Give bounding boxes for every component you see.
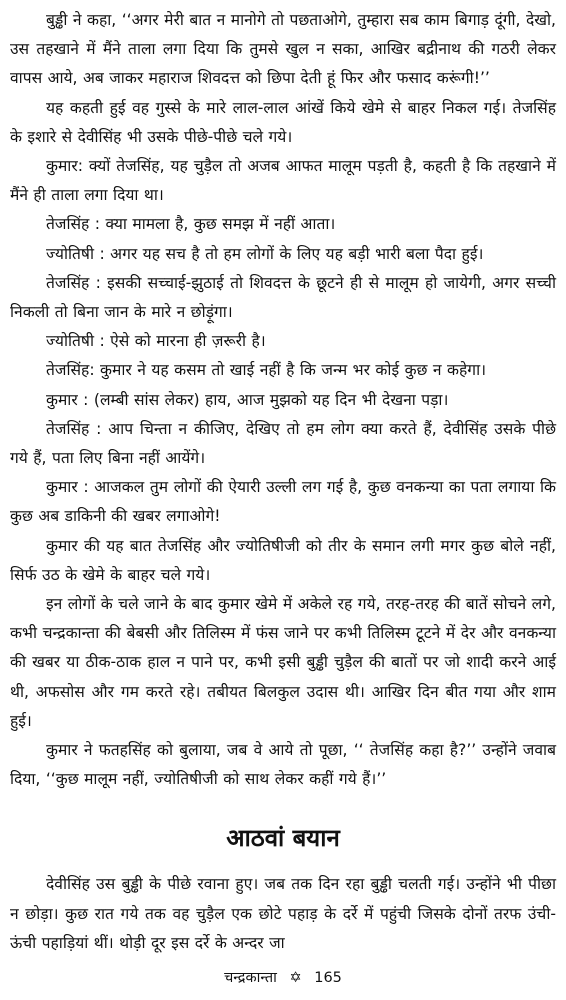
paragraph: कुमार की यह बात तेजसिंह और ज्योतिषीजी को तीर के समान लगी मगर कुछ बोले नहीं, सिर्फ उठ के खेमे के बाहर चले गये। [10,536,556,584]
paragraph: तेजसिंह: कुमार ने यह कसम तो खाई नहीं है कि जन्म भर कोई कुछ न कहेगा। [46,361,487,380]
paragraph: यह कहती हुई वह गुस्से के मारे लाल-लाल आंखें किये खेमे से बाहर निकल गई। तेजसिंह के इशारे से देवीसिंह भी उसके पीछे-पीछे चले गये। [10,98,556,146]
paragraph: कुमार : आजकल तुम लोगों की ऐयारी उल्ली लग गई है, कुछ वनकन्या का पता लगाया कि कुछ अब डाकिनी की खबर लगाओगे! [10,478,556,526]
footer-book-title: चन्द्रकान्ता [224,970,277,986]
star-of-david-icon: ✡ [289,970,302,986]
paragraph: इन लोगों के चले जाने के बाद कुमार खेमे में अकेले रह गये, तरह-तरह की बातें सोचने लगे, कभी चन्द्रकान्ता की बेबसी और तिलिस्म में फंस जाने पर कभी तिलिस्म टूटने में देर और वनकन्या की खबर या ठीक-ठाक हाल न पाने पर, कभी इसी बुड्ढी चुड़ैल की बातों पर जो शादी करने आई थी, अफसोस और गम करते रहे। तबीयत बिलकुल उदास थी। आखिर दिन बीत गया और शाम हुई। [10,595,556,730]
paragraph: तेजसिंह : क्या मामला है, कुछ समझ में नहीं आता। [46,215,336,234]
paragraph: कुमार: क्यों तेजसिंह, यह चुड़ैल तो अजब आफत मालूम पड़ती है, कहती है कि तहखाने में मैंने ही ताला लगा दिया था। [10,157,556,205]
chapter-heading: आठवां बयान [226,824,340,853]
paragraph: देवीसिंह उस बुड्ढी के पीछे रवाना हुए। जब तक दिन रहा बुड्ढी चलती गई। उन्होंने भी पीछा न छोड़ा। कुछ रात गये तक वह चुड़ैल एक छोटे पहाड़ के दर्रे में पहुंची जिसके दोनों तरफ उंची-ऊंची पहाड़ियां थीं। थोड़ी दूर इस दर्रे के अन्दर जा [10,875,556,952]
paragraph: ज्योतिषी : अगर यह सच है तो हम लोगों के लिए यह बड़ी भारी बला पैदा हुई। [46,244,484,263]
paragraph: ज्योतिषी : ऐसे को मारना ही ज़रूरी है। [46,332,266,351]
paragraph: तेजसिंह : इसकी सच्चाई-झुठाई तो शिवदत्त के छूटने ही से मालूम हो जायेगी, अगर सच्ची निकली तो बिना जान के मारे न छोड़ूंगा। [10,273,556,322]
page-footer [0,966,566,990]
paragraph: बुड्ढी ने कहा, ‘‘अगर मेरी बात न मानोगे तो पछताओगे, तुम्हारा सब काम बिगाड़ दूंगी, देखो, उस तहखाने में मैंने ताला लगा दिया कि तुमसे खुल न सका, आखिर बद्रीनाथ की गठरी लेकर वापस आये, अब जाकर महाराज शिवदत्त को छिपा देती हूं फिर और फसाद करूंगी!’’ [10,11,556,88]
page-number: 165 [314,970,342,986]
paragraph: कुमार ने फतहसिंह को बुलाया, जब वे आये तो पूछा, ‘‘ तेजसिंह कहा है?’’ उन्होंने जवाब दिया, ‘‘कुछ मालूम नहीं, ज्योतिषीजी को साथ लेकर कहीं गये हैं।’’ [10,741,556,789]
paragraph: कुमार : (लम्बी सांस लेकर) हाय, आज मुझको यह दिन भी देखना पड़ा। [46,390,449,409]
paragraph: तेजसिंह : आप चिन्ता न कीजिए, देखिए तो हम लोग क्या करते हैं, देवीसिंह उसके पीछे गये हैं, पता लिए बिना नहीं आयेंगे। [10,419,556,468]
